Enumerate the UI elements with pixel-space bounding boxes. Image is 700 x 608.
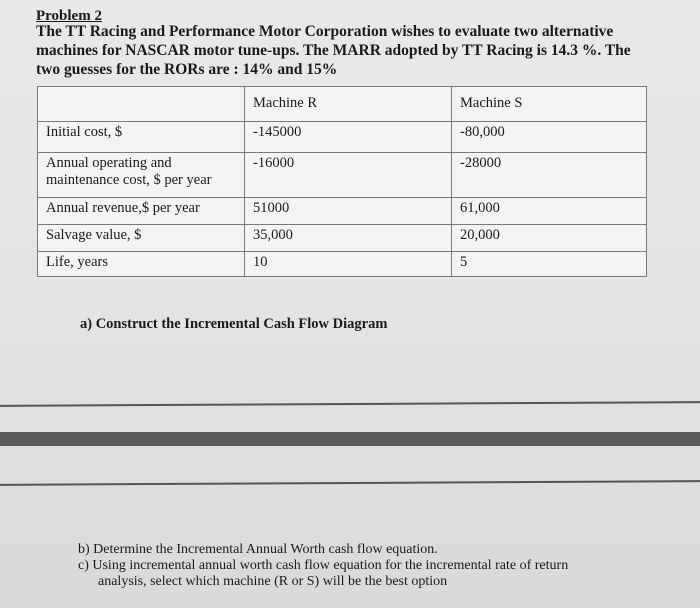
machine-s-value: 20,000	[452, 225, 647, 252]
row-label: Initial cost, $	[38, 122, 245, 153]
machine-s-value: 5	[452, 252, 647, 277]
table-row	[38, 225, 647, 252]
problem-statement: The TT Racing and Performance Motor Corporation wishes to evaluate two alternative machines for NASCAR motor tune-ups. The MARR adopted by TT Racing is 14.3 %. The two guesses for the RORs are : 14% and 15%	[36, 23, 631, 78]
divider-band	[0, 432, 700, 446]
table-row	[38, 153, 647, 198]
machine-r-value: 51000	[245, 198, 452, 225]
machine-r-value: -145000	[245, 122, 452, 153]
question-c-line2: analysis, select which machine (R or S) will be the best option	[98, 574, 448, 589]
divider-line	[0, 401, 700, 407]
table-row	[38, 252, 647, 277]
question-b: b) Determine the Incremental Annual Worth cash flow equation.	[78, 542, 438, 557]
machine-r-value: -16000	[245, 153, 452, 198]
problem-heading: Problem 2	[36, 8, 102, 24]
machine-s-value: -80,000	[452, 122, 647, 153]
questions-b-c	[78, 542, 678, 590]
machine-s-value: 61,000	[452, 198, 647, 225]
row-label: Life, years	[38, 252, 245, 277]
header-machine-s: Machine S	[452, 87, 647, 122]
question-a: a) Construct the Incremental Cash Flow Diagram	[80, 316, 388, 332]
header-machine-r: Machine R	[245, 87, 452, 122]
row-label: Annual operating and maintenance cost, $ per year	[38, 153, 245, 198]
machine-r-value: 10	[245, 252, 452, 277]
machine-r-value: 35,000	[245, 225, 452, 252]
table-header-row	[38, 87, 647, 122]
row-label: Annual revenue,$ per year	[38, 198, 245, 225]
row-label: Salvage value, $	[38, 225, 245, 252]
table-row	[38, 198, 647, 225]
divider-line	[0, 480, 700, 486]
header-blank	[38, 87, 245, 122]
machine-comparison-table	[37, 86, 647, 277]
question-c-line1: c) Using incremental annual worth cash flow equation for the incremental rate of return	[78, 558, 569, 573]
table-row	[38, 122, 647, 153]
machine-s-value: -28000	[452, 153, 647, 198]
